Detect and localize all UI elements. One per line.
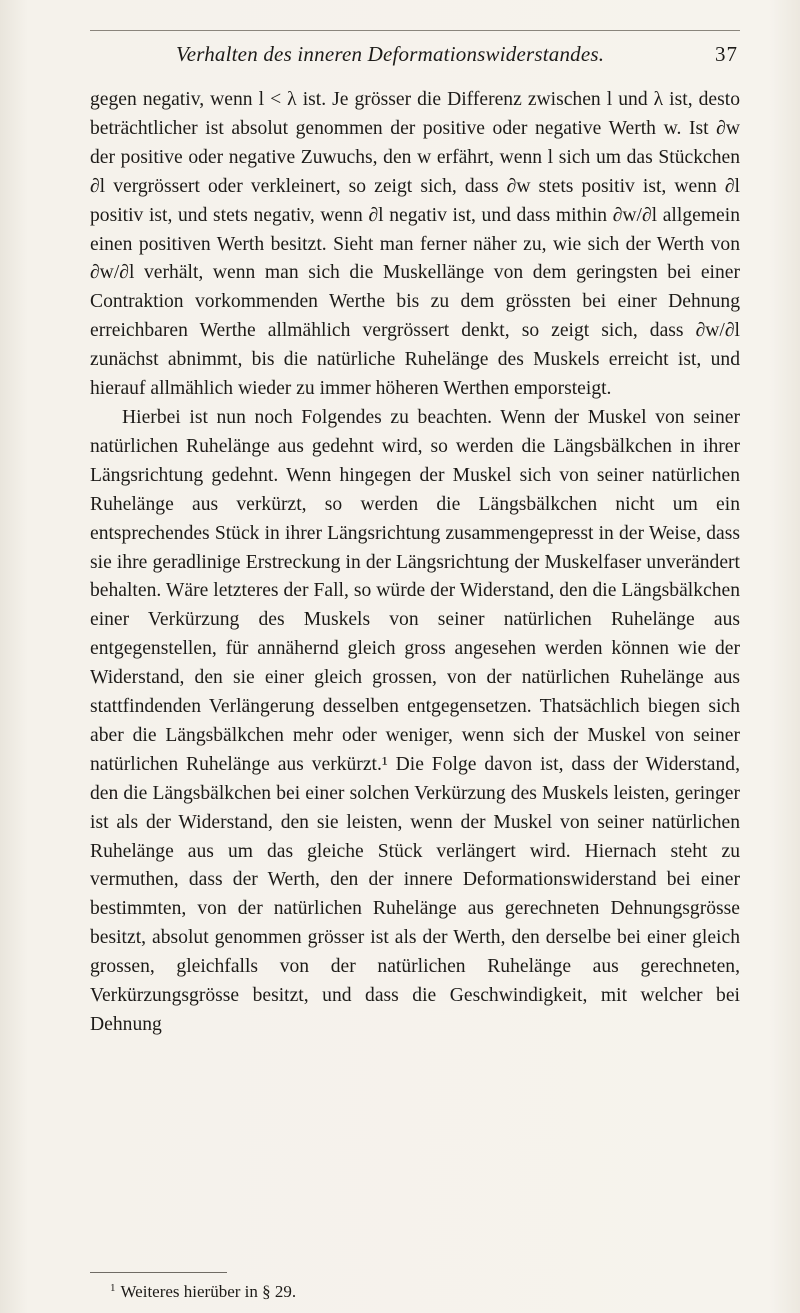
page-number: 37 (715, 42, 738, 66)
paragraph-1: gegen negativ, wenn l < λ ist. Je grösser die Differenz zwischen l und λ ist, desto beträchtlicher ist absolut genommen der positive oder negative Werth w. Ist ∂w der positive oder negative Zuwuchs, den w erfährt, wenn l sich um das Stückchen ∂l vergrössert oder verkleinert, so zeigt sich, dass ∂w stets positiv ist, wenn ∂l positiv ist, und stets negativ, wenn ∂l negativ ist, und dass mithin ∂w/∂l allgemein einen positiven Werth besitzt. Sieht man ferner näher zu, wie sich der Werth von ∂w/∂l verhält, wenn man sich die Muskellänge von dem geringsten bei einer Contraktion vorkommenden Werthe bis zu dem grössten bei einer Dehnung erreichbaren Werthe allmählich vergrössert denkt, so zeigt sich, dass ∂w/∂l zunächst abnimmt, bis die natürliche Ruhelänge des Muskels erreicht ist, und hierauf allmählich wieder zu immer höheren Werthen emporsteigt. (90, 89, 740, 400)
header-rule (90, 30, 740, 31)
main-text (90, 86, 740, 1040)
footnote-rule (90, 1272, 227, 1273)
running-title: Verhalten des inneren Deformationswiderstandes. (176, 42, 605, 66)
paragraph-2: Hierbei ist nun noch Folgendes zu beachten. Wenn der Muskel von seiner natürlichen Ruhelänge aus gedehnt wird, so werden die Längsbälkchen in ihrer Längsrichtung gedehnt. Wenn hingegen der Muskel sich von seiner natürlichen Ruhelänge aus verkürzt, so werden die Längsbälkchen nicht um ein entsprechendes Stück in ihrer Längsrichtung zusammengepresst in der Weise, dass sie ihre geradlinige Erstreckung in der Längsrichtung der Muskelfaser unverändert behalten. Wäre letzteres der Fall, so würde der Widerstand, den die Längsbälkchen einer Verkürzung des Muskels von seiner natürlichen Ruhelänge aus entgegenstellen, für annähernd gleich gross angesehen werden können wie der Widerstand, den sie einer gleich grossen, von der natürlichen Ruhelänge aus stattfindenden Verlängerung desselben entgegensetzen. Thatsächlich biegen sich aber die Längsbälkchen mehr oder weniger, wenn sich der Muskel von seiner natürlichen Ruhelänge aus verkürzt.¹ Die Folge davon ist, dass der Widerstand, den die Längsbälkchen bei einer solchen Verkürzung des Muskels leisten, geringer ist als der Widerstand, den sie leisten, wenn der Muskel von seiner natürlichen Ruhelänge aus um das gleiche Stück verlängert wird. Hiernach steht zu vermuthen, dass der Werth, den der innere Deformationswiderstand bei einer bestimmten, von der natürlichen Ruhelänge aus gerechneten Dehnungsgrösse besitzt, absolut genommen grösser ist als der Werth, den derselbe bei einer gleich grossen, gleichfalls von der natürlichen Ruhelänge aus gerechneten, Verkürzungsgrösse besitzt, und dass die Geschwindigkeit, mit welcher bei Dehnung (90, 406, 740, 1035)
page-header (90, 42, 738, 72)
footnote (110, 1282, 296, 1302)
footnote-marker: 1 (110, 1282, 116, 1294)
footnote-text: Weiteres hierüber in § 29. (120, 1282, 297, 1301)
